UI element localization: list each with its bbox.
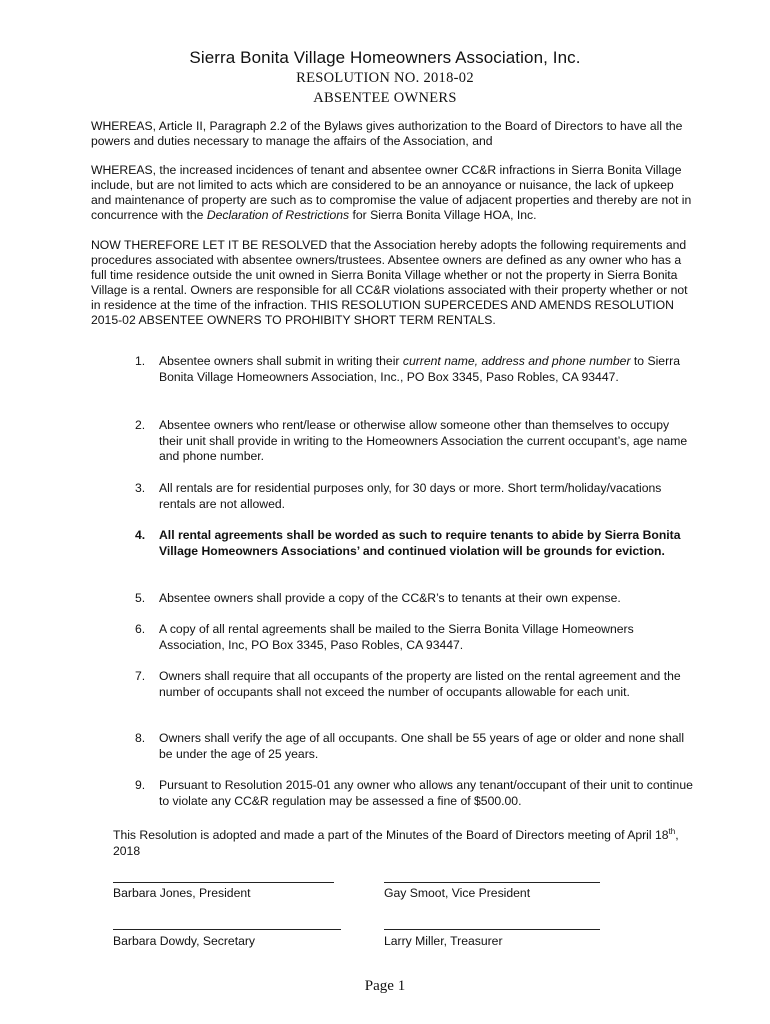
list-item bbox=[91, 778, 695, 809]
list-item bbox=[91, 591, 695, 607]
page-title: Sierra Bonita Village Homeowners Association, Inc. bbox=[189, 48, 581, 67]
list-item bbox=[91, 354, 695, 385]
list-item bbox=[91, 418, 695, 465]
list-item-text: All rentals are for residential purposes only, for 30 days or more. Short term/holiday/vacations rentals are not allowed. bbox=[159, 481, 662, 511]
list-item-number: 2. bbox=[135, 418, 146, 432]
list-item-text: Absentee owners shall provide a copy of the CC&R’s to tenants at their own expense. bbox=[159, 591, 621, 605]
signature-line-treasurer bbox=[384, 929, 600, 930]
signature-line-president bbox=[113, 882, 334, 883]
list-item-text: Owners shall verify the age of all occupants. One shall be 55 years of age or older and none shall be under the age of 25 years. bbox=[159, 731, 685, 761]
signature-president: Barbara Jones, President bbox=[113, 886, 251, 900]
list-item-text: All rental agreements shall be worded as such to require tenants to abide by Sierra Bonita Village Homeowners Associations’ and continued violation will be grounds for eviction. bbox=[159, 528, 681, 558]
list-item-number: 7. bbox=[135, 669, 146, 683]
list-item-number: 6. bbox=[135, 622, 146, 636]
list-item bbox=[91, 622, 695, 653]
closing-text: This Resolution is adopted and made a part of the Minutes of the Board of Directors meeting of April 18 bbox=[113, 828, 669, 843]
list-item-number: 8. bbox=[135, 731, 146, 745]
list-item-text: Absentee owners who rent/lease or otherwise allow someone other than themselves to occupy their unit shall provide in writing to the Homeowners Association the current occupant’s, age name and phone number. bbox=[159, 418, 688, 463]
list-item-text: Pursuant to Resolution 2015-01 any owner who allows any tenant/occupant of their unit to continue to violate any CC&R regulation may be assessed a fine of $500.00. bbox=[159, 778, 693, 808]
list-item-text: A copy of all rental agreements shall be mailed to the Sierra Bonita Village Homeowners Association, Inc, PO Box 3345, Paso Robles, CA 93447. bbox=[159, 622, 634, 652]
list-item-text-main: Absentee owners shall submit in writing their bbox=[159, 354, 403, 368]
whereas-2-text: WHEREAS, the increased incidences of tenant and absentee owner CC&R infractions in Sierra Bonita Village include, but are not limited to acts which are considered to be an annoyance or nuisance, the lack of upkeep and maintenance of property are such as to compromise the value of adjacent properties and thereby are not in concurrence with the bbox=[91, 163, 692, 222]
list-item-number: 9. bbox=[135, 778, 146, 792]
list-item bbox=[91, 528, 695, 559]
list-item-number: 5. bbox=[135, 591, 146, 605]
resolved-paragraph: NOW THEREFORE LET IT BE RESOLVED that the Association hereby adopts the following requirements and procedures associated with absentee owners/trustees. Absentee owners are defined as any owner who has a full time residence outside the unit owned in Sierra Bonita Village whether or not the property in Sierra Bonita Village is a rental. Owners are responsible for all CC&R violations associated with their property whether or not in residence at the time of the infraction. THIS RESOLUTION SUPERCEDES AND AMENDS RESOLUTION 2015-02 ABSENTEE OWNERS TO PROHIBITY SHORT TERM RENTALS. bbox=[91, 238, 688, 327]
signature-secretary: Barbara Dowdy, Secretary bbox=[113, 934, 256, 948]
list-item-text bbox=[159, 354, 694, 385]
signature-treasurer: Larry Miller, Treasurer bbox=[384, 934, 503, 948]
list-item-text-italic: current name, address and phone number bbox=[402, 354, 631, 368]
list-item bbox=[91, 669, 695, 700]
whereas-2-italic: Declaration of Restrictions bbox=[206, 208, 350, 222]
signature-line-secretary bbox=[113, 929, 341, 930]
list-item-text: Owners shall require that all occupants of the property are listed on the rental agreement and the number of occupants shall not exceed the number of occupants allowable for each unit. bbox=[159, 669, 681, 699]
closing-year: , 2018 bbox=[113, 828, 679, 858]
page-number: Page 1 bbox=[364, 978, 406, 994]
whereas-paragraph-1: WHEREAS, Article II, Paragraph 2.2 of the Bylaws gives authorization to the Board of Directors to have all the powers and duties necessary to manage the affairs of the Association, and bbox=[91, 119, 683, 148]
whereas-paragraph-2 bbox=[91, 163, 695, 223]
closing-statement bbox=[113, 824, 693, 859]
list-item-text-tail: to Sierra Bonita Village Homeowners Association, Inc., PO Box 3345, Paso Robles, CA 93447. bbox=[159, 354, 680, 384]
signature-vice-president: Gay Smoot, Vice President bbox=[384, 886, 531, 900]
resolution-number: RESOLUTION NO. 2018-02 bbox=[296, 70, 474, 86]
closing-superscript: th bbox=[668, 827, 676, 836]
list-item-number: 3. bbox=[135, 481, 146, 495]
signature-line-vice-president bbox=[384, 882, 600, 883]
list-item bbox=[91, 731, 695, 762]
list-item bbox=[91, 481, 695, 512]
whereas-2-tail: for Sierra Bonita Village HOA, Inc. bbox=[349, 208, 537, 222]
list-item-number: 1. bbox=[135, 354, 146, 368]
resolution-subject: ABSENTEE OWNERS bbox=[313, 90, 457, 106]
list-item-number: 4. bbox=[135, 528, 146, 542]
